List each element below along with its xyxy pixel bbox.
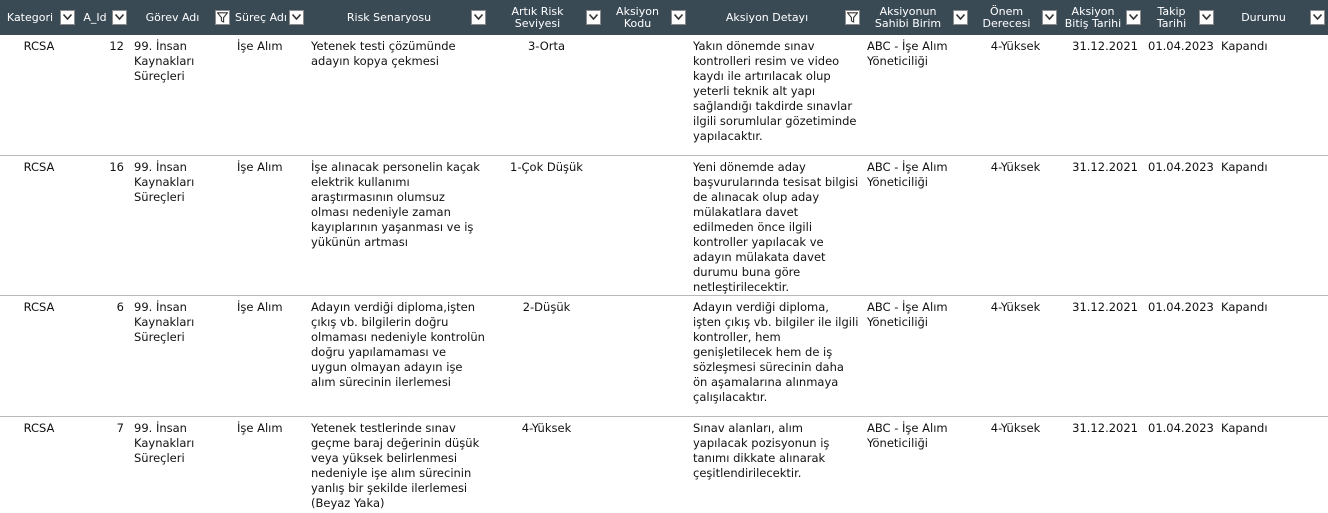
cell-sahibi-birim[interactable]: ABC - İşe Alım Yöneticiliği [863,296,971,417]
filter-button-onem[interactable] [1042,10,1057,25]
cell-aksiyon-detayi[interactable]: Yakın dönemde sınav kontrolleri resim ve video kaydı ile artırılacak olup yeterli teknik alt yapı sağlandığı takdirde sınavlar ilgili sorumlular gözetiminde yapılacaktır. [689,35,863,156]
cell-bitis[interactable]: 31.12.2021 [1060,296,1144,417]
cell-sahibi-birim[interactable]: ABC - İşe Alım Yöneticiliği [863,35,971,156]
cell-surec-adi[interactable]: İşe Alım [233,296,307,417]
cell-gorev-adi[interactable]: 99. İnsan Kaynakları Süreçleri [130,35,233,156]
cell-takip[interactable]: 01.04.2023 [1144,417,1217,513]
header-label: Süreç Adı [233,12,307,24]
filter-button-bitis[interactable] [1126,10,1141,25]
cell-kategori[interactable]: RCSA [0,296,78,417]
chevron-down-icon [292,14,301,20]
header-gorev-adi [130,0,233,35]
filter-button-a-id[interactable] [112,10,127,25]
cell-kategori[interactable]: RCSA [0,35,78,156]
cell-kategori[interactable]: RCSA [0,156,78,296]
header-label: Aksiyon Detayı [689,12,863,24]
header-row [0,0,1328,35]
cell-kategori[interactable]: RCSA [0,417,78,513]
cell-surec-adi[interactable]: İşe Alım [233,35,307,156]
cell-aksiyon-kodu[interactable] [604,35,689,156]
cell-gorev-adi[interactable]: 99. İnsan Kaynakları Süreçleri [130,417,233,513]
header-surec-adi [233,0,307,35]
cell-takip[interactable]: 01.04.2023 [1144,35,1217,156]
header-label: Aksiyon Bitiş Tarihi [1060,6,1144,30]
chevron-down-icon [956,14,965,20]
cell-bitis[interactable]: 31.12.2021 [1060,35,1144,156]
cell-durumu[interactable]: Kapandı [1217,296,1328,417]
cell-takip[interactable]: 01.04.2023 [1144,296,1217,417]
header-sahibi-birim [863,0,971,35]
cell-bitis[interactable]: 31.12.2021 [1060,156,1144,296]
cell-aksiyon-kodu[interactable] [604,417,689,513]
cell-risk-senaryosu[interactable]: Yetenek testi çözümünde adayın kopya çekmesi [307,35,489,156]
header-bitis [1060,0,1144,35]
header-label: Aksiyon Kodu [604,6,689,30]
header-kategori [0,0,78,35]
cell-risk-senaryosu[interactable]: İşe alınacak personelin kaçak elektrik kullanımı araştırmasının olumsuz olması nedeniyle zaman kayıplarının yaşanması ve iş yükünün artması [307,156,489,296]
table-row [0,156,1328,296]
chevron-down-icon [1129,14,1138,20]
header-onem [971,0,1060,35]
filter-button-surec-adi[interactable] [289,10,304,25]
cell-artik-risk[interactable]: 2-Düşük [489,296,604,417]
cell-surec-adi[interactable]: İşe Alım [233,156,307,296]
cell-onem[interactable]: 4-Yüksek [971,35,1060,156]
cell-onem[interactable]: 4-Yüksek [971,156,1060,296]
cell-artik-risk[interactable]: 4-Yüksek [489,417,604,513]
table-row [0,296,1328,417]
filter-button-sahibi-birim[interactable] [953,10,968,25]
chevron-down-icon [63,14,72,20]
table-row [0,35,1328,156]
header-takip [1144,0,1217,35]
header-label: Aksiyonun Sahibi Birim [863,6,971,30]
filter-button-durumu[interactable] [1310,10,1325,25]
funnel-icon [217,12,228,23]
header-label: Durumu [1217,12,1328,24]
cell-a-id[interactable]: 16 [78,156,130,296]
header-a-id [78,0,130,35]
header-label: Takip Tarihi [1144,6,1217,30]
filter-button-aksiyon-kodu[interactable] [671,10,686,25]
header-durumu [1217,0,1328,35]
header-label: A_Id [78,12,130,24]
cell-aksiyon-kodu[interactable] [604,156,689,296]
cell-durumu[interactable]: Kapandı [1217,156,1328,296]
cell-a-id[interactable]: 12 [78,35,130,156]
cell-artik-risk[interactable]: 3-Orta [489,35,604,156]
cell-sahibi-birim[interactable]: ABC - İşe Alım Yöneticiliği [863,156,971,296]
filter-button-gorev-adi[interactable] [215,10,230,25]
cell-durumu[interactable]: Kapandı [1217,35,1328,156]
cell-aksiyon-detayi[interactable]: Yeni dönemde aday başvurularında tesisat bilgisi de alınacak olup aday mülakatlara davet edilmeden önce ilgili kontroller yapılacak ve adayın mülakata davet durumu buna göre netleştirilecektir. [689,156,863,296]
cell-onem[interactable]: 4-Yüksek [971,296,1060,417]
header-label: Kategori [0,12,78,24]
cell-onem[interactable]: 4-Yüksek [971,417,1060,513]
funnel-icon [847,12,858,23]
cell-artik-risk[interactable]: 1-Çok Düşük [489,156,604,296]
header-label: Artık Risk Seviyesi [489,6,604,30]
chevron-down-icon [1045,14,1054,20]
table-row [0,417,1328,513]
cell-sahibi-birim[interactable]: ABC - İşe Alım Yöneticiliği [863,417,971,513]
cell-aksiyon-detayi[interactable]: Sınav alanları, alım yapılacak pozisyonun iş tanımı dikkate alınarak çeşitlendirilecektir. [689,417,863,513]
header-artik-risk [489,0,604,35]
cell-a-id[interactable]: 7 [78,417,130,513]
header-label: Önem Derecesi [971,6,1060,30]
chevron-down-icon [1202,14,1211,20]
cell-durumu[interactable]: Kapandı [1217,417,1328,513]
cell-gorev-adi[interactable]: 99. İnsan Kaynakları Süreçleri [130,156,233,296]
chevron-down-icon [115,14,124,20]
chevron-down-icon [474,14,483,20]
filter-button-risk-senaryosu[interactable] [471,10,486,25]
header-label: Görev Adı [130,12,233,24]
cell-aksiyon-detayi[interactable]: Adayın verdiği diploma, işten çıkış vb. bilgiler ile ilgili kontroller, hem genişletilecek hem de iş sözleşmesi sürecinin daha ön aşamalarına alınmaya çalışılacaktır. [689,296,863,417]
cell-aksiyon-kodu[interactable] [604,296,689,417]
cell-gorev-adi[interactable]: 99. İnsan Kaynakları Süreçleri [130,296,233,417]
cell-surec-adi[interactable]: İşe Alım [233,417,307,513]
cell-risk-senaryosu[interactable]: Adayın verdiği diploma,işten çıkış vb. bilgilerin doğru olmaması nedeniyle kontrolün doğru yapılamaması ve uygun olmayan adayın işe alım sürecinin ilerlemesi [307,296,489,417]
header-aksiyon-kodu [604,0,689,35]
filter-button-takip[interactable] [1199,10,1214,25]
header-label: Risk Senaryosu [307,12,489,24]
cell-bitis[interactable]: 31.12.2021 [1060,417,1144,513]
filter-button-artik-risk[interactable] [586,10,601,25]
filter-button-kategori[interactable] [60,10,75,25]
header-risk-senaryosu [307,0,489,35]
chevron-down-icon [674,14,683,20]
header-aksiyon-detayi [689,0,863,35]
chevron-down-icon [589,14,598,20]
cell-risk-senaryosu[interactable]: Yetenek testlerinde sınav geçme baraj değerinin düşük veya yüksek belirlenmesi nedeniyle işe alım sürecinin yanlış bir şekilde ilerlemesi (Beyaz Yaka) [307,417,489,513]
chevron-down-icon [1313,14,1322,20]
cell-a-id[interactable]: 6 [78,296,130,417]
filter-button-aksiyon-detayi[interactable] [845,10,860,25]
cell-takip[interactable]: 01.04.2023 [1144,156,1217,296]
